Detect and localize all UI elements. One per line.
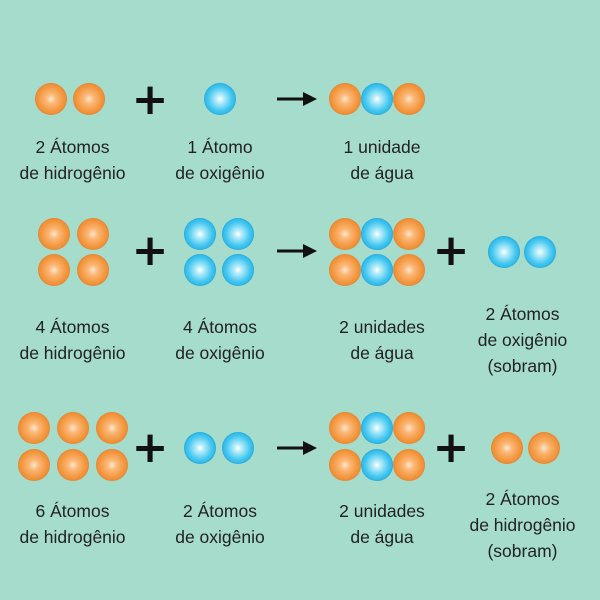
water-product-label: 1 unidade de água xyxy=(343,137,421,183)
hydrogen-reactant-label: 4 Átomos de hidrogênio xyxy=(19,317,126,363)
hydrogen-atom xyxy=(329,449,361,481)
hydrogen-atom xyxy=(329,83,361,115)
oxygen-atom xyxy=(222,254,254,286)
hydrogen-atom xyxy=(528,432,560,464)
hydrogen-atom xyxy=(38,218,70,250)
oxygen-reactant-label: 2 Átomos de oxigênio xyxy=(175,501,265,547)
oxygen-atom xyxy=(184,218,216,250)
oxygen-atom xyxy=(222,432,254,464)
arrow-icon xyxy=(277,440,317,456)
hydrogen-atom xyxy=(393,218,425,250)
hydrogen-atom xyxy=(393,412,425,444)
hydrogen-atom xyxy=(393,83,425,115)
hydrogen-atom xyxy=(329,254,361,286)
plus-operator: + xyxy=(131,225,169,276)
oxygen-atom xyxy=(488,236,520,268)
plus-operator: + xyxy=(131,422,169,473)
oxygen-atom xyxy=(361,412,393,444)
arrow-icon xyxy=(277,243,317,259)
plus-operator: + xyxy=(432,225,470,276)
hydrogen-atom xyxy=(18,412,50,444)
plus-operator: + xyxy=(131,74,169,125)
water-product-label: 2 unidades de água xyxy=(339,317,425,363)
oxygen-atom xyxy=(361,218,393,250)
oxygen-atom xyxy=(524,236,556,268)
hydrogen-atom xyxy=(77,254,109,286)
arrow-icon xyxy=(277,91,317,107)
leftover-label: 2 Átomos de hidrogênio (sobram) xyxy=(469,489,576,561)
oxygen-atom xyxy=(204,83,236,115)
hydrogen-atom xyxy=(96,449,128,481)
oxygen-reactant-label: 4 Átomos de oxigênio xyxy=(175,317,265,363)
oxygen-atom xyxy=(361,449,393,481)
hydrogen-atom xyxy=(35,83,67,115)
hydrogen-atom xyxy=(57,412,89,444)
hydrogen-reactant-label: 2 Átomos de hidrogênio xyxy=(19,137,126,183)
hydrogen-atom xyxy=(393,254,425,286)
hydrogen-atom xyxy=(73,83,105,115)
hydrogen-atom xyxy=(329,218,361,250)
hydrogen-atom xyxy=(18,449,50,481)
water-product-label: 2 unidades de água xyxy=(339,501,425,547)
hydrogen-atom xyxy=(77,218,109,250)
leftover-label: 2 Átomos de oxigênio (sobram) xyxy=(477,304,568,376)
oxygen-atom xyxy=(222,218,254,250)
hydrogen-reactant-label: 6 Átomos de hidrogênio xyxy=(19,501,126,547)
hydrogen-atom xyxy=(393,449,425,481)
hydrogen-atom xyxy=(38,254,70,286)
hydrogen-atom xyxy=(491,432,523,464)
oxygen-atom xyxy=(184,432,216,464)
hydrogen-atom xyxy=(329,412,361,444)
oxygen-atom xyxy=(361,254,393,286)
hydrogen-atom xyxy=(96,412,128,444)
oxygen-reactant-label: 1 Átomo de oxigênio xyxy=(175,137,265,183)
hydrogen-atom xyxy=(57,449,89,481)
oxygen-atom xyxy=(184,254,216,286)
plus-operator: + xyxy=(432,422,470,473)
oxygen-atom xyxy=(361,83,393,115)
